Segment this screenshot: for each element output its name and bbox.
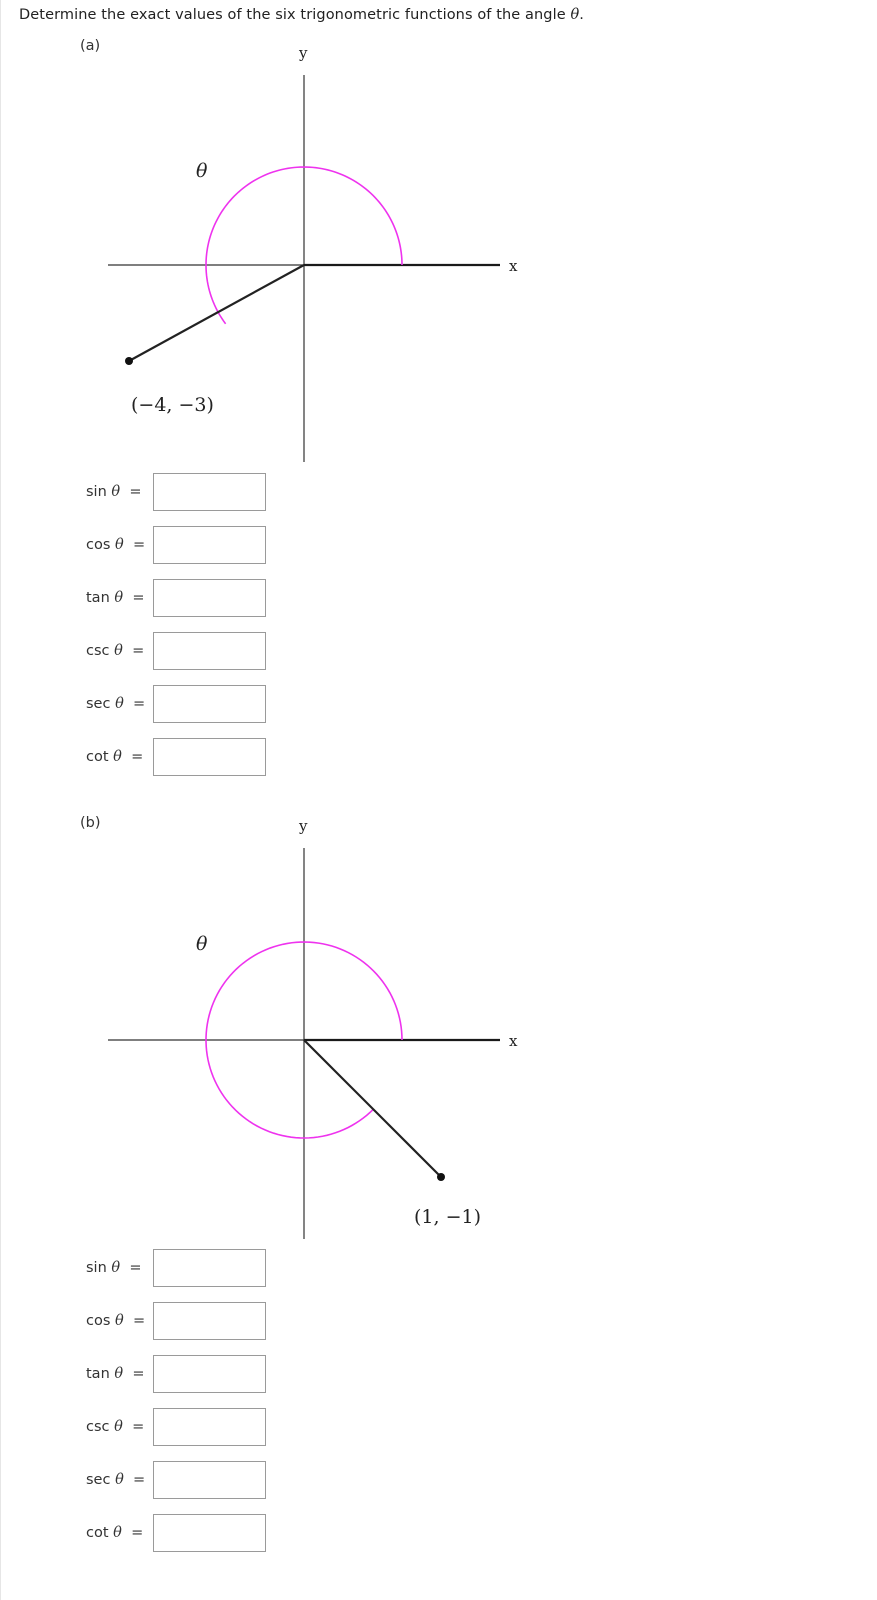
part-a-cot-input[interactable]	[153, 738, 266, 776]
part-a-terminal-ray	[129, 265, 304, 361]
part-a-csc-input[interactable]	[153, 632, 266, 670]
part-b-sec-label: sec θ =	[86, 1472, 146, 1488]
question-theta-symbol: θ	[570, 7, 580, 23]
part-a-cos-input[interactable]	[153, 526, 266, 564]
part-b-csc-label: csc θ =	[86, 1419, 145, 1435]
part-a-cot-label: cot θ =	[86, 749, 144, 765]
part-b-row-sin	[0, 1249, 300, 1289]
part-b-y-label: y	[299, 817, 308, 835]
part-b-row-csc	[0, 1408, 300, 1448]
part-b-x-label: x	[509, 1032, 518, 1050]
part-a-csc-label: csc θ =	[86, 643, 145, 659]
part-b-csc-input[interactable]	[153, 1408, 266, 1446]
part-b-label: (b)	[80, 815, 101, 831]
part-b-cot-input[interactable]	[153, 1514, 266, 1552]
question-prefix: Determine the exact values of the six trigonometric functions of the angle	[19, 7, 571, 23]
part-a-terminal-point	[125, 357, 133, 365]
part-b-tan-input[interactable]	[153, 1355, 266, 1393]
part-a-tan-label: tan θ =	[86, 590, 145, 606]
part-b-terminal-ray	[304, 1040, 441, 1177]
part-b-sin-input[interactable]	[153, 1249, 266, 1287]
part-a-sin-label: sin θ =	[86, 484, 142, 500]
part-b-graph	[0, 780, 877, 1250]
part-a-sin-input[interactable]	[153, 473, 266, 511]
part-a-graph	[0, 0, 877, 470]
part-a-label: (a)	[80, 38, 101, 54]
part-a-sec-input[interactable]	[153, 685, 266, 723]
question-suffix: .	[579, 7, 585, 23]
part-b-cot-label: cot θ =	[86, 1525, 144, 1541]
part-a-row-cos	[0, 526, 300, 566]
part-b-cos-input[interactable]	[153, 1302, 266, 1340]
part-a-row-sin	[0, 473, 300, 513]
part-b-tan-label: tan θ =	[86, 1366, 145, 1382]
part-b-row-sec	[0, 1461, 300, 1501]
part-b-sin-label: sin θ =	[86, 1260, 142, 1276]
part-b-row-cot	[0, 1514, 300, 1554]
part-a-row-tan	[0, 579, 300, 619]
part-b-row-tan	[0, 1355, 300, 1395]
part-b-cos-label: cos θ =	[86, 1313, 146, 1329]
part-a-point-label: (−4, −3)	[131, 394, 214, 416]
part-b-terminal-point	[437, 1173, 445, 1181]
part-a-cos-label: cos θ =	[86, 537, 146, 553]
part-b-row-cos	[0, 1302, 300, 1342]
part-a-row-csc	[0, 632, 300, 672]
part-a-sec-label: sec θ =	[86, 696, 146, 712]
part-a-x-label: x	[509, 257, 518, 275]
part-a-row-sec	[0, 685, 300, 725]
part-a-tan-input[interactable]	[153, 579, 266, 617]
part-a-row-cot	[0, 738, 300, 778]
part-a-theta-label: θ	[196, 160, 208, 182]
part-b-point-label: (1, −1)	[414, 1206, 482, 1228]
part-b-sec-input[interactable]	[153, 1461, 266, 1499]
part-b-theta-label: θ	[196, 933, 208, 955]
part-a-y-label: y	[299, 44, 308, 62]
